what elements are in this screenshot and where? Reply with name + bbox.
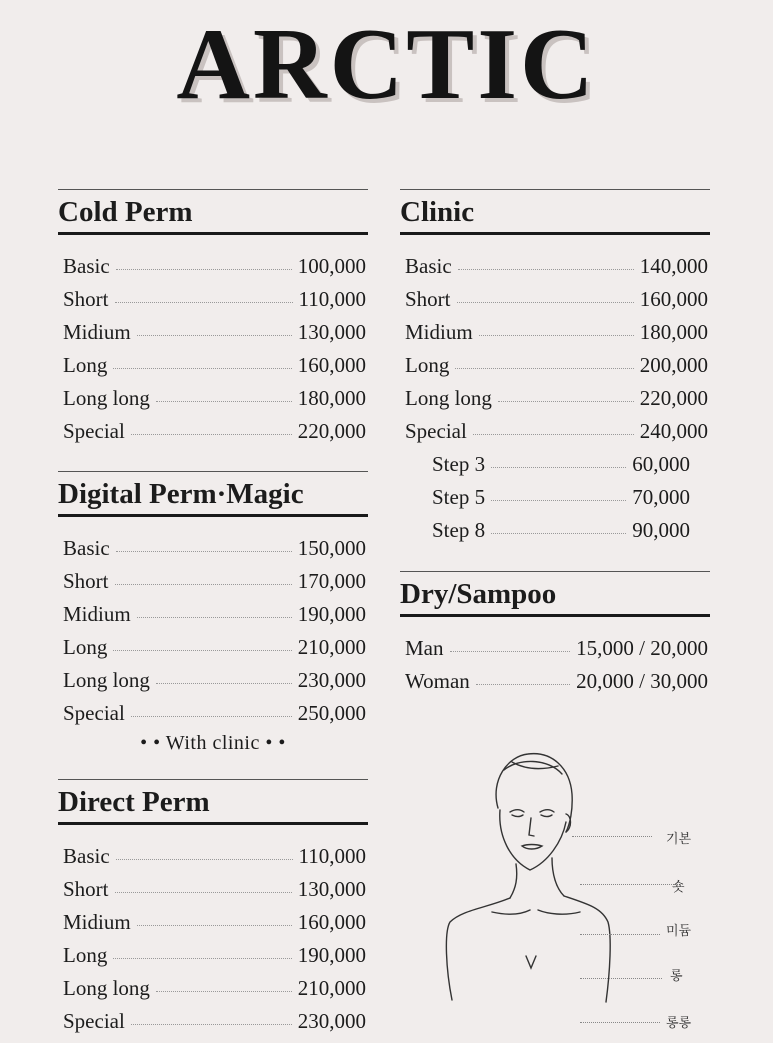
dot-leader [137,925,292,926]
dot-leader [137,335,292,336]
guide-label-medium: 미듐 [666,924,692,939]
guide-line [580,934,660,935]
item-name: Basic [63,254,110,278]
price-row [400,628,710,661]
price-row [58,869,368,902]
item-price: 210,000 [297,976,366,1000]
guide-label-basic: 기본 [666,832,692,847]
price-list [58,235,368,444]
item-name: Basic [63,536,110,560]
dot-leader [455,368,633,369]
item-name: Long long [405,386,492,410]
price-row [400,345,710,378]
dot-leader [116,269,292,270]
guide-line [580,978,662,979]
guide-line [572,836,652,837]
item-price: 160,000 [297,353,366,377]
item-name: Step 3 [432,452,486,476]
section-title: Clinic [400,190,710,235]
item-name: Midium [63,320,131,344]
item-price: 180,000 [639,320,708,344]
dot-leader [491,533,626,534]
dot-leader [137,617,292,618]
item-price: 190,000 [297,943,366,967]
item-name: Basic [63,844,110,868]
woman-illustration [430,740,730,1038]
item-name: Man [405,636,444,660]
price-row [400,661,710,694]
item-price: 70,000 [632,485,690,509]
dot-leader [116,551,292,552]
price-row [400,378,710,411]
section-title: Digital Perm·Magic [58,472,368,517]
item-name: Midium [405,320,473,344]
brand-title: ARCTIC [176,8,597,121]
price-list [400,235,710,444]
price-row [58,561,368,594]
item-price: 220,000 [297,419,366,443]
clinic-steps-list [400,444,710,543]
guide-label-long-long: 롱롱 [666,1016,692,1031]
price-row [58,902,368,935]
dot-leader [131,434,292,435]
item-price: 110,000 [298,287,366,311]
dot-leader [113,650,291,651]
price-row [58,378,368,411]
dot-leader [115,302,293,303]
section-title: Direct Perm [58,780,368,825]
section-title: Cold Perm [58,190,368,235]
hair-length-guide [430,740,730,1038]
cold-perm-section [58,189,368,444]
price-row [58,312,368,345]
item-name: Step 5 [432,485,486,509]
item-price: 90,000 [632,518,690,542]
price-row [400,246,710,279]
dot-leader [115,584,292,585]
item-name: Midium [63,910,131,934]
item-name: Short [63,877,109,901]
price-list [400,617,710,694]
price-row [58,693,368,726]
item-name: Long long [63,386,150,410]
item-name: Long long [63,976,150,1000]
item-name: Long [63,635,108,659]
dot-leader [479,335,634,336]
item-name: Woman [405,669,470,693]
item-price: 140,000 [639,254,708,278]
guide-label-long: 롱 [670,969,683,984]
price-row [58,411,368,444]
guide-label-short: 숏 [672,880,685,895]
item-price: 230,000 [297,1009,366,1033]
price-list [58,825,368,1034]
dry-shampoo-section [400,571,710,694]
item-name: Basic [405,254,452,278]
item-price: 250,000 [297,701,366,725]
item-price: 220,000 [639,386,708,410]
digital-perm-section [58,471,368,755]
dot-leader [458,269,634,270]
item-price: 190,000 [297,602,366,626]
item-price: 180,000 [297,386,366,410]
dot-leader [491,467,626,468]
item-price: 130,000 [297,320,366,344]
guide-line [580,1022,660,1023]
price-row [400,411,710,444]
item-name: Long [405,353,450,377]
price-row [58,345,368,378]
item-price: 210,000 [297,635,366,659]
item-name: Long long [63,668,150,692]
item-name: Special [63,701,125,725]
item-name: Special [405,419,467,443]
price-row [58,935,368,968]
section-title: Dry/Sampoo [400,572,710,617]
item-price: 170,000 [297,569,366,593]
item-name: Special [63,419,125,443]
item-price: 200,000 [639,353,708,377]
price-row [58,279,368,312]
item-price: 160,000 [297,910,366,934]
item-name: Long [63,943,108,967]
price-row [58,594,368,627]
price-list [58,517,368,726]
price-row [58,246,368,279]
item-price: 100,000 [297,254,366,278]
dot-leader [156,401,292,402]
item-name: Special [63,1009,125,1033]
dot-leader [476,684,570,685]
item-name: Short [63,287,109,311]
dot-leader [457,302,634,303]
dot-leader [491,500,626,501]
price-row [58,528,368,561]
item-price: 15,000 / 20,000 [576,636,708,660]
price-row [400,510,710,543]
item-name: Long [63,353,108,377]
item-price: 160,000 [639,287,708,311]
dot-leader [131,1024,292,1025]
item-price: 150,000 [297,536,366,560]
item-price: 230,000 [297,668,366,692]
item-name: Step 8 [432,518,486,542]
item-name: Midium [63,602,131,626]
guide-line [580,884,680,885]
price-row [400,477,710,510]
dot-leader [156,683,292,684]
price-row [58,627,368,660]
dot-leader [115,892,292,893]
item-price: 240,000 [639,419,708,443]
item-name: Short [63,569,109,593]
item-price: 60,000 [632,452,690,476]
price-row [400,312,710,345]
price-row [400,444,710,477]
price-row [58,660,368,693]
price-row [58,1001,368,1034]
item-name: Short [405,287,451,311]
dot-leader [473,434,634,435]
item-price: 130,000 [297,877,366,901]
item-price: 20,000 / 30,000 [576,669,708,693]
price-row [58,836,368,869]
dot-leader [156,991,292,992]
dot-leader [116,859,293,860]
direct-perm-section [58,779,368,1034]
dot-leader [113,958,291,959]
price-row [400,279,710,312]
item-price: 110,000 [298,844,366,868]
dot-leader [131,716,292,717]
clinic-section [400,189,710,543]
dot-leader [498,401,634,402]
with-clinic-note: • • With clinic • • [140,732,286,754]
price-row [58,968,368,1001]
dot-leader [113,368,291,369]
dot-leader [450,651,571,652]
